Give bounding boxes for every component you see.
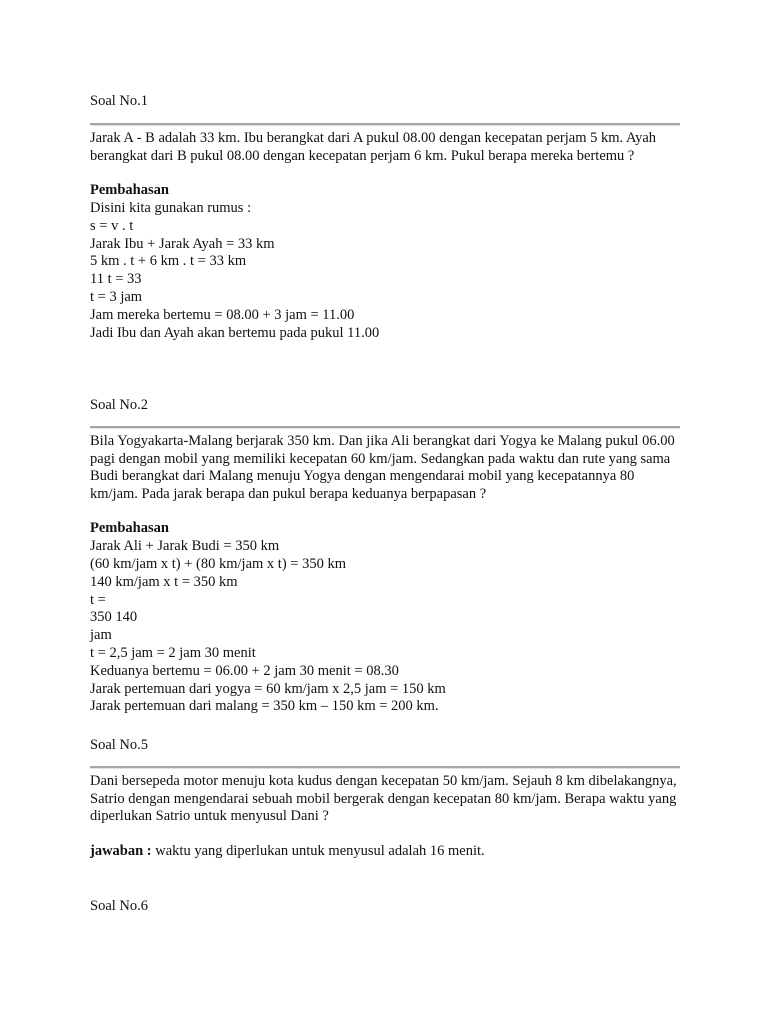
- soal-2-line: 140 km/jam x t = 350 km: [90, 573, 238, 590]
- soal-2-line: Jarak Ali + Jarak Budi = 350 km: [90, 538, 280, 555]
- soal-5-title: Soal No.5: [90, 737, 148, 753]
- soal-2-line: (60 km/jam x t) + (80 km/jam x t) = 350 km: [90, 555, 346, 572]
- soal-1-section: [90, 92, 680, 342]
- soal-1-line: Jarak Ibu + Jarak Ayah = 33 km: [90, 235, 275, 252]
- soal-1-line: s = v . t: [90, 217, 134, 234]
- soal-1-line: 11 t = 33: [90, 271, 142, 288]
- soal-2-section: [90, 396, 680, 716]
- soal-1-line: t = 3 jam: [90, 288, 143, 305]
- soal-1-line: 5 km . t + 6 km . t = 33 km: [90, 253, 247, 270]
- soal-2-line: Keduanya bertemu = 06.00 + 2 jam 30 menit = 08.30: [90, 662, 399, 679]
- soal-1-question: Jarak A - B adalah 33 km. Ibu berangkat dari A pukul 08.00 dengan kecepatan perjam 5 km. Ayah berangkat dari B pukul 08.00 dengan kecepatan perjam 6 km. Pukul berapa mereka bertemu ?: [90, 130, 657, 164]
- soal-2-line: jam: [90, 627, 112, 644]
- soal-2-line: 350 140: [90, 609, 138, 626]
- soal-1-line: Jadi Ibu dan Ayah akan bertemu pada pukul 11.00: [90, 324, 380, 341]
- soal-2-line: Jarak pertemuan dari yogya = 60 km/jam x 2,5 jam = 150 km: [90, 680, 446, 697]
- soal-2-line: t =: [90, 591, 106, 608]
- soal-2-line: Jarak pertemuan dari malang = 350 km – 150 km = 200 km.: [90, 698, 439, 715]
- soal-5-answer-text: waktu yang diperlukan untuk menyusul adalah 16 menit.: [151, 842, 485, 859]
- soal-6-section: [90, 897, 680, 915]
- soal-1-line: Jam mereka bertemu = 08.00 + 3 jam = 11.00: [90, 306, 355, 323]
- soal-6-title: Soal No.6: [90, 898, 148, 914]
- soal-1-title: Soal No.1: [90, 93, 148, 109]
- soal-2-title: Soal No.2: [90, 397, 148, 413]
- soal-5-question: Dani bersepeda motor menuju kota kudus dengan kecepatan 50 km/jam. Sejauh 8 km dibelakangnya, Satrio dengan mengendarai sebuah mobil bergerak dengan kecepatan 80 km/jam. Berapa waktu yang diperlukan Satrio untuk menyusul Dani ?: [90, 773, 677, 825]
- soal-1-heading: Pembahasan: [90, 182, 169, 199]
- soal-5-answer-label: jawaban :: [90, 842, 152, 859]
- soal-5-answer: [90, 843, 680, 861]
- soal-1-line: Disini kita gunakan rumus :: [90, 199, 252, 216]
- soal-2-question: Bila Yogyakarta-Malang berjarak 350 km. Dan jika Ali berangkat dari Yogya ke Malang pukul 06.00 pagi dengan mobil yang memiliki kecepatan 60 km/jam. Sedangkan pada waktu dan rute yang sama Budi berangkat dari Malang menuju Yogya dengan mengendarai mobil yang kecepatannya 80 km/jam. Pada jarak berapa dan pukul berapa keduanya berpapasan ?: [90, 433, 675, 502]
- soal-2-line: t = 2,5 jam = 2 jam 30 menit: [90, 644, 256, 661]
- soal-2-heading: Pembahasan: [90, 520, 169, 537]
- soal-5-section: [90, 736, 680, 861]
